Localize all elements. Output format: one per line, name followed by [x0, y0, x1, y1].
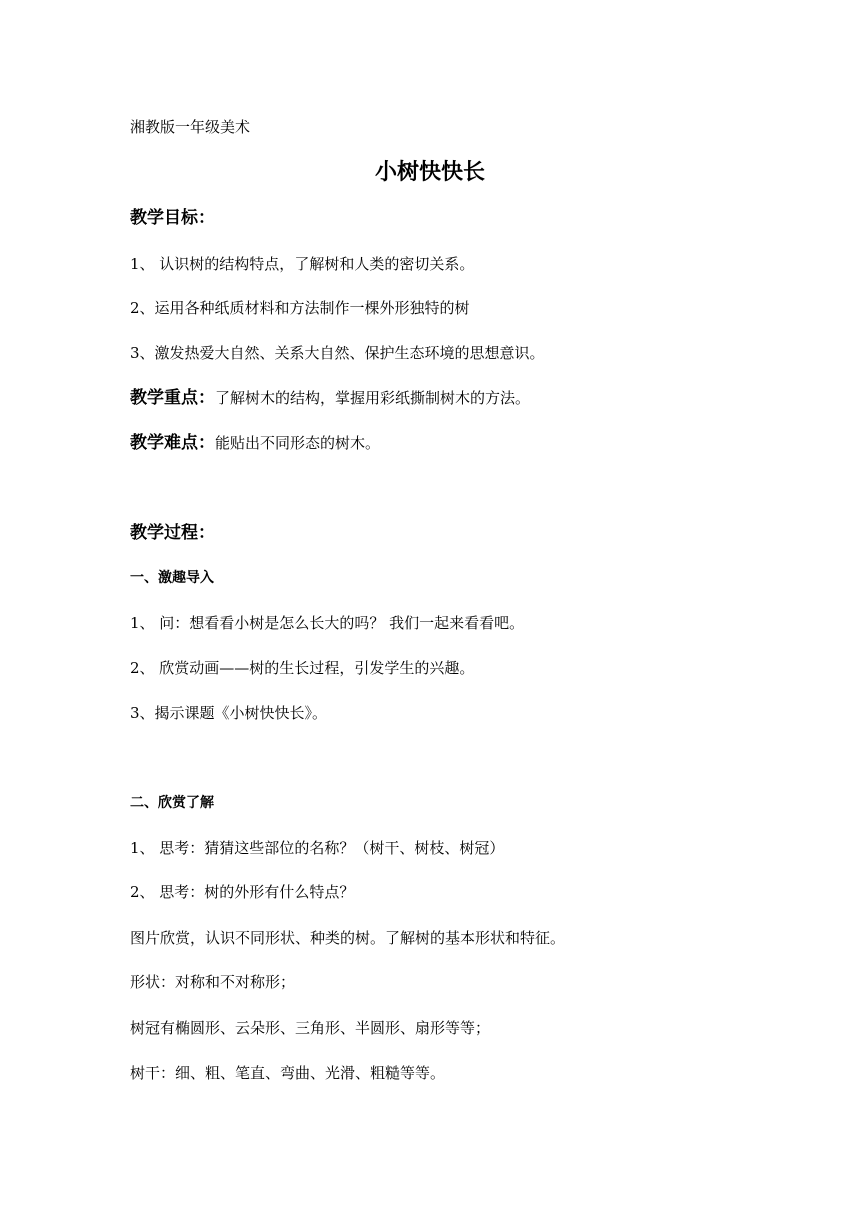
difficulty	[130, 431, 380, 455]
objective-item: 1、 认识树的结构特点，了解树和人类的密切关系。	[130, 255, 475, 273]
process-heading: 教学过程：	[130, 523, 215, 543]
difficulty-text: 能贴出不同形态的树木。	[215, 434, 381, 452]
key-point-label: 教学重点：	[130, 388, 215, 408]
document-title: 小树快快长	[374, 160, 485, 185]
list-item: 3、揭示课题《小树快快长》。	[130, 704, 328, 722]
key-point	[130, 386, 530, 410]
objective-item: 2、运用各种纸质材料和方法制作一棵外形独特的树	[130, 299, 470, 317]
paragraph: 形状：对称和不对称形；	[130, 973, 296, 991]
section-title: 一、激趣导入	[130, 570, 214, 586]
paragraph: 树冠有椭圆形、云朵形、三角形、半圆形、扇形等等；	[130, 1019, 491, 1037]
key-point-text: 了解树木的结构，掌握用彩纸撕制树木的方法。	[215, 389, 531, 407]
objective-item: 3、激发热爱大自然、关系大自然、保护生态环境的思想意识。	[130, 344, 545, 362]
section-title: 二、欣赏了解	[130, 795, 214, 811]
list-item: 2、 欣赏动画——树的生长过程，引发学生的兴趣。	[130, 659, 475, 677]
list-item: 1、 问：想看看小树是怎么长大的吗？ 我们一起来看看吧。	[130, 614, 525, 632]
document-subtitle: 湘教版一年级美术	[130, 118, 251, 136]
difficulty-label: 教学难点：	[130, 433, 215, 453]
list-item: 1、 思考：猜猜这些部位的名称？（树干、树枝、树冠）	[130, 839, 505, 857]
list-item: 2、 思考：树的外形有什么特点？	[130, 883, 355, 901]
objectives-heading: 教学目标：	[130, 208, 215, 228]
paragraph: 树干：细、粗、笔直、弯曲、光滑、粗糙等等。	[130, 1064, 446, 1082]
paragraph: 图片欣赏，认识不同形状、种类的树。了解树的基本形状和特征。	[130, 929, 566, 947]
